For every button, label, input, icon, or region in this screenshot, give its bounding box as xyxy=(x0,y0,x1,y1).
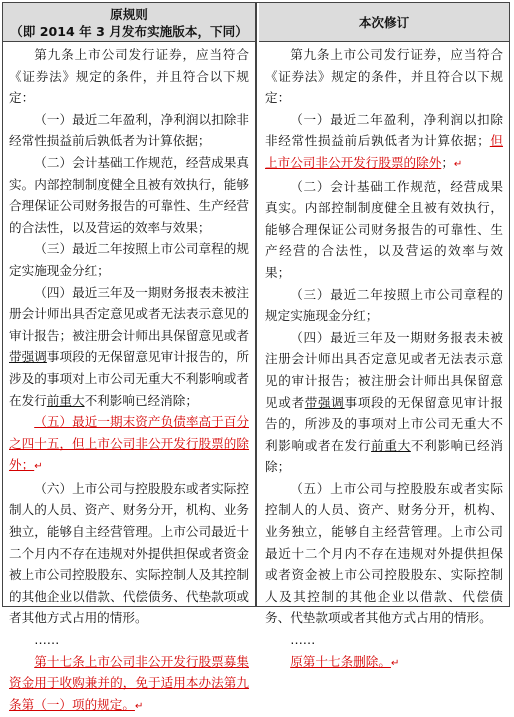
left-item-6: （六）上市公司与控股股东或者实际控制人的人员、资产、财务分开，机构、业务独立，能够自主经营管理。上市公司最近十二个月内不存在违规对外提供担保或者资金被上市公司控股股东、实际控制人及其控制的其他企业以借款、代偿债务、代垫款项或者其他方式占用的情形。 xyxy=(9,480,249,626)
right-item-4: （四）最近三年及一期财务报表未被注册会计师出具否定意见或者无法表示意见的审计报告；被注册会计师出具保留意见或者带强调事项段的无保留意见审计报告的，所涉及的事项对上市公司无重大不利影响或者在发行前重大不利影响已经消除； xyxy=(265,329,504,475)
revision-body xyxy=(259,42,509,674)
paragraph-mark-icon: ↵ xyxy=(390,657,400,669)
original-rules-subtitle: （即 2014 年 3 月发布实施版本，下同） xyxy=(10,24,248,39)
original-rules-header xyxy=(3,3,255,42)
original-rules-title: 原规则 xyxy=(110,7,148,22)
right-item-5: （五）上市公司与控股股东或者实际控制人的人员、资产、财务分开，机构、业务独立，能够自主经营管理。上市公司最近十二个月内不存在违规对外提供担保或者资金被上市公司控股股东、实际控制人及其控制的其他企业以借款、代偿债务、代垫款项或者其他方式占用的情形。 xyxy=(265,480,503,626)
right-ellipsis: …… xyxy=(290,632,316,648)
right-item-1: （一）最近二年盈利，净利润以扣除非经常性损益前后孰低者为计算依据；但上市公司非公开发行股票的除外；↵ xyxy=(265,111,504,170)
left-article-17-removed: 第十七条上市公司非公开发行股票募集资金用于收购兼并的，免于适用本办法第九条第（一）项的规定。↵ xyxy=(9,653,249,712)
revision-column xyxy=(259,3,509,669)
revision-header xyxy=(259,3,509,42)
original-rules-column xyxy=(3,3,257,712)
left-item-5-removed: （五）最近一期末资产负债率高于百分之四十五，但上市公司非公开发行股票的除外；↵ xyxy=(9,414,249,473)
right-item-2: （二）会计基础工作规范，经营成果真实。内部控制制度健全且被有效执行，能够合理保证公司财务报告的可靠性、生产经营的合法性，以及营运的效率与效果； xyxy=(265,178,503,280)
right-intro: 第九条上市公司发行证券，应当符合《证券法》规定的条件，并且符合以下规定： xyxy=(265,47,503,106)
paragraph-mark-icon: ↵ xyxy=(134,700,144,712)
left-item-3: （三）最近二年按照上市公司章程的规定实施现金分红； xyxy=(9,241,249,278)
paragraph-mark-icon: ↵ xyxy=(34,461,43,473)
right-article-17-deleted: 原第十七条删除。↵ xyxy=(290,653,400,669)
left-intro: 第九条上市公司发行证券，应当符合《证券法》规定的条件，并且符合以下规定： xyxy=(9,47,249,106)
left-item-2: （二）会计基础工作规范，经营成果真实。内部控制制度健全且被有效执行，能够合理保证公司财务报告的可靠性、生产经营的合法性，以及营运的效率与效果； xyxy=(9,154,249,235)
left-item-4: （四）最近三年及一期财务报表未被注册会计师出具否定意见或者无法表示意见的审计报告；被注册会计师出具保留意见或者带强调事项段的无保留意见审计报告的，所涉及的事项对上市公司无重大不利影响或者在发行前重大不利影响已经消除； xyxy=(9,284,250,408)
right-item-3: （三）最近二年按照上市公司章程的规定实施现金分红； xyxy=(265,286,503,324)
right-item-1-added: 但上市公司非公开发行股票的除外 xyxy=(265,133,504,170)
paragraph-mark-icon: ↵ xyxy=(453,158,463,170)
left-item-1: （一）最近二年盈利，净利润以扣除非经常性损益前后孰低者为计算依据； xyxy=(9,111,249,149)
revision-title: 本次修订 xyxy=(358,15,410,30)
left-item-4-underline-1: 带强调 xyxy=(9,349,47,365)
original-rules-body xyxy=(3,42,255,717)
comparison-table xyxy=(2,2,510,712)
left-ellipsis: …… xyxy=(34,632,60,648)
right-item-4-underline-2: 前重大 xyxy=(371,437,411,453)
left-item-4-underline-2: 前重大 xyxy=(46,392,85,408)
right-item-4-underline-1: 带强调 xyxy=(304,394,345,410)
